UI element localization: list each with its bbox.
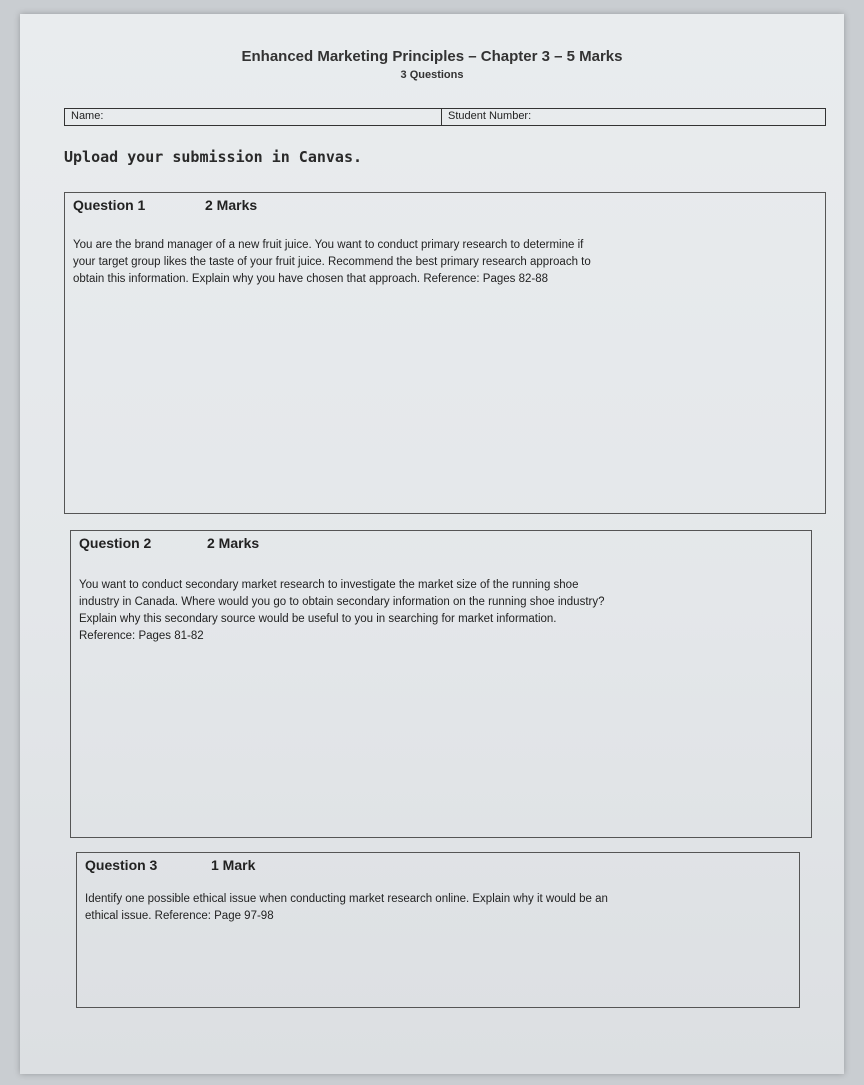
name-field[interactable]: Name: <box>65 109 442 125</box>
question-3-text <box>85 891 608 925</box>
question-1-line-3: obtain this information. Explain why you have chosen that approach. Reference: Pages 82-88 <box>73 273 548 285</box>
question-2-marks: 2 Marks <box>207 535 260 551</box>
question-1-line-2: your target group likes the taste of your fruit juice. Recommend the best primary research approach to <box>73 256 591 268</box>
question-1-line-1: You are the brand manager of a new fruit juice. You want to conduct primary research to determine if <box>73 239 584 251</box>
question-2-line-2: industry in Canada. Where would you go to obtain secondary information on the running shoe industry? <box>79 596 605 608</box>
question-1-label: Question 1 <box>73 197 146 213</box>
question-2-line-3: Explain why this secondary source would be useful to you in searching for market information. <box>79 613 557 625</box>
question-1-marks: 2 Marks <box>205 197 258 213</box>
question-2-label: Question 2 <box>79 535 152 551</box>
question-2-line-4: Reference: Pages 81-82 <box>79 630 204 642</box>
submission-instruction: Upload your submission in Canvas. <box>64 148 363 166</box>
question-2-text <box>79 577 605 645</box>
question-1-box[interactable] <box>64 192 826 514</box>
question-2-line-1: You want to conduct secondary market research to investigate the market size of the running shoe <box>79 579 579 591</box>
student-number-field[interactable]: Student Number: <box>448 110 532 122</box>
question-3-box[interactable] <box>76 852 800 1008</box>
document-title: Enhanced Marketing Principles – Chapter 3 – 5 Marks <box>241 48 623 65</box>
question-3-marks: 1 Mark <box>211 857 256 873</box>
question-3-line-1: Identify one possible ethical issue when conducting market research online. Explain why it would be an <box>85 893 608 905</box>
question-1-text <box>73 237 591 288</box>
identification-row <box>64 108 826 126</box>
question-2-box[interactable] <box>70 530 812 838</box>
document-subtitle: 3 Questions <box>400 69 464 81</box>
assignment-page <box>20 14 844 1074</box>
question-3-line-2: ethical issue. Reference: Page 97-98 <box>85 910 274 922</box>
question-3-label: Question 3 <box>85 857 158 873</box>
